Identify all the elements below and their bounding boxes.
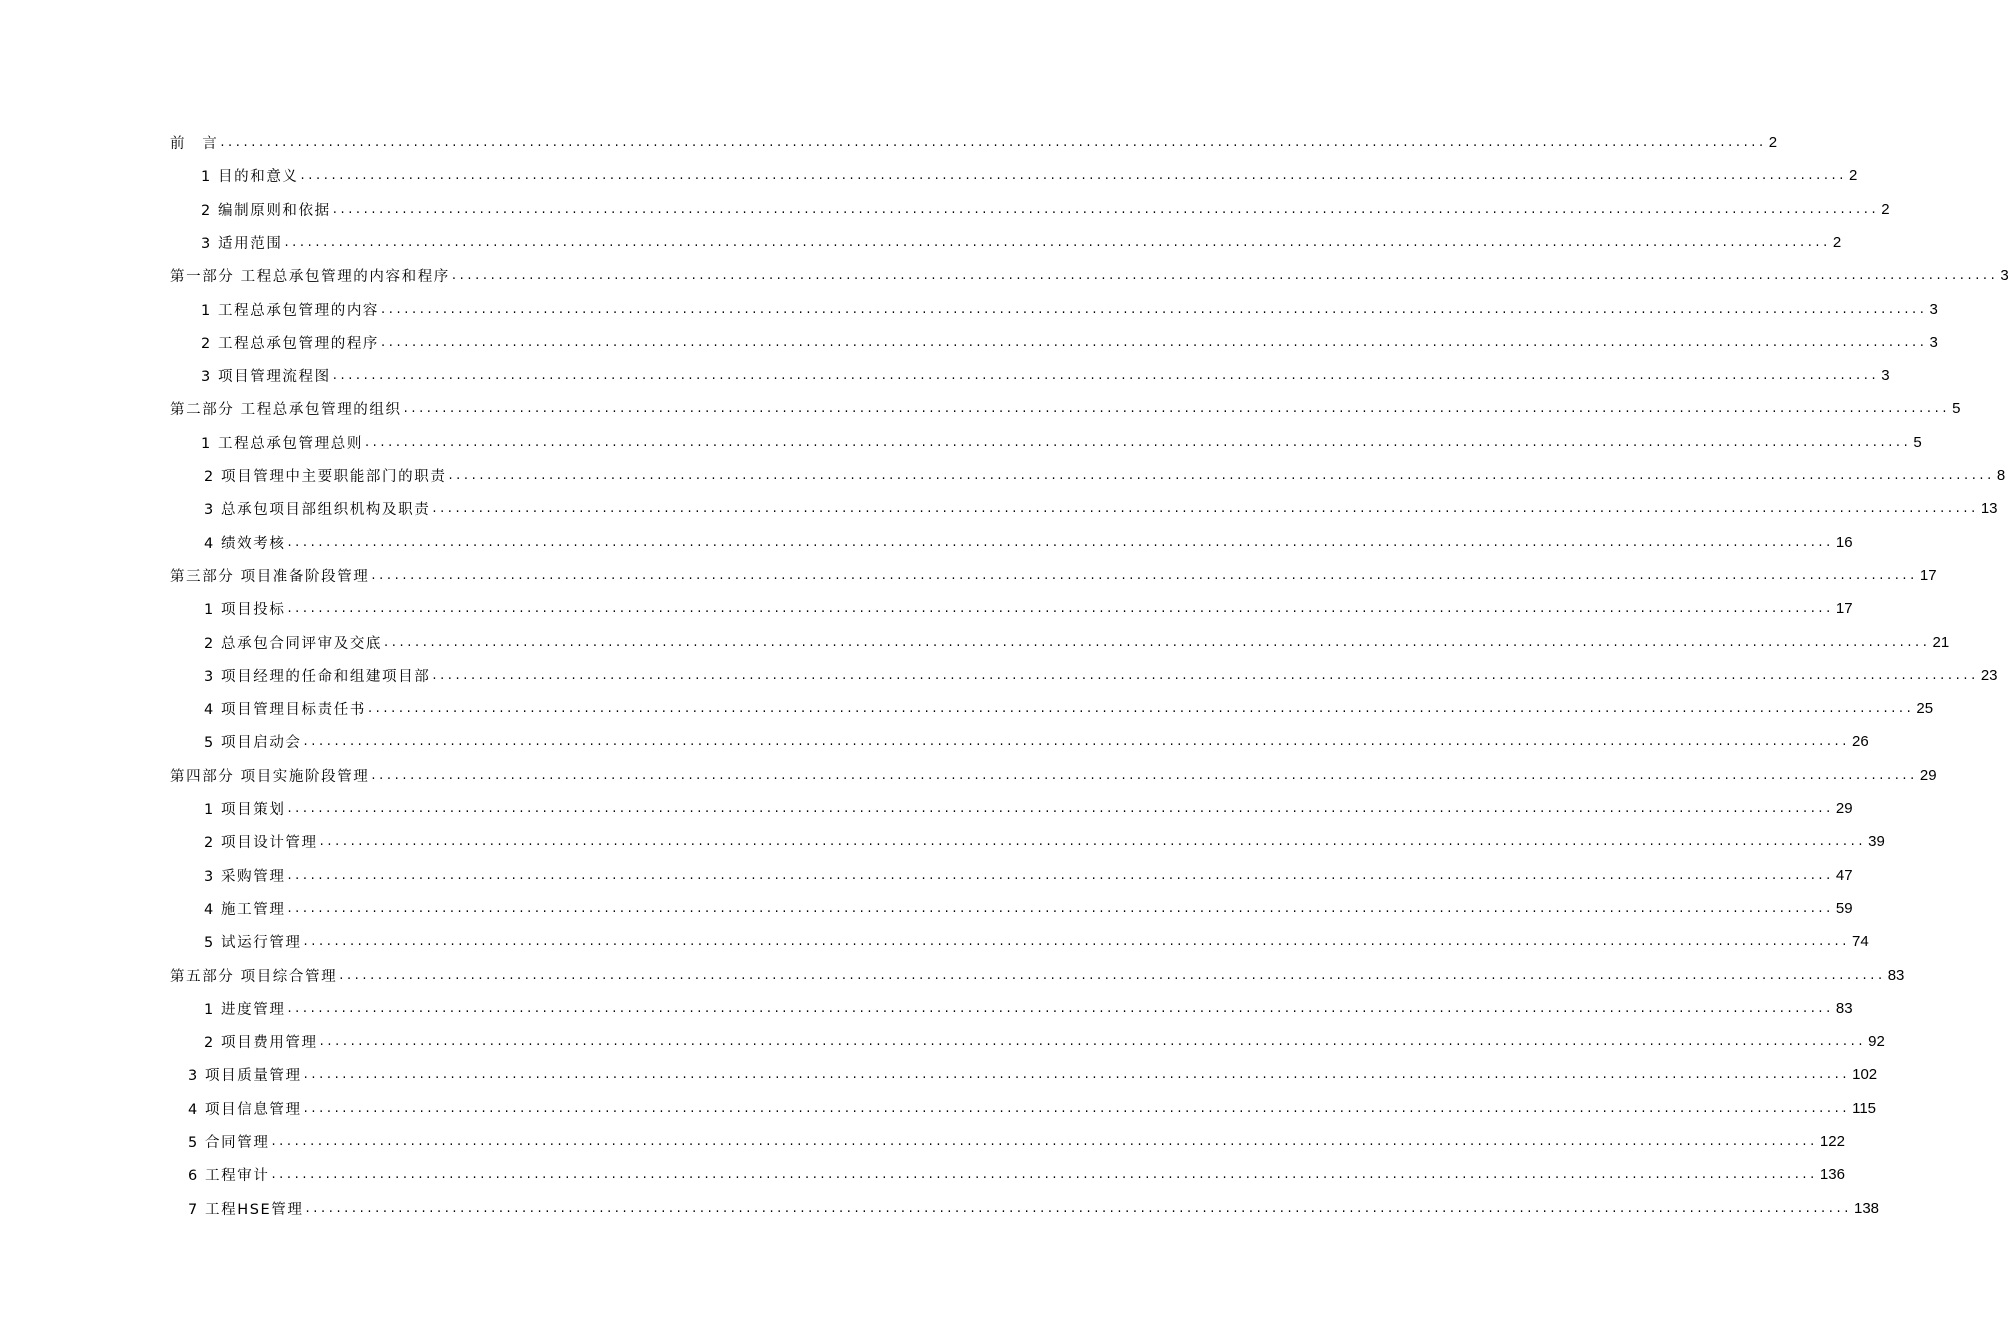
toc-leader-dots: ........................................................................................................................................................................................................ <box>303 1067 1851 1083</box>
toc-entry-title: 6 工程审计 <box>188 1168 270 1185</box>
toc-entry-page-number: 47 <box>1835 866 1853 884</box>
toc-entry[interactable] <box>201 293 1938 326</box>
toc-entry-title: 3 适用范围 <box>201 235 283 252</box>
toc-entry-page-number: 39 <box>1868 833 1885 851</box>
toc-entry-page-number: 17 <box>1919 566 1937 584</box>
toc-entry-page-number: 23 <box>1980 666 1998 684</box>
toc-entry-page-number: 92 <box>1868 1033 1885 1051</box>
toc-entry-title: 7 工程HSE管理 <box>188 1201 304 1218</box>
toc-leader-dots: ........................................................................................................................................................................................................ <box>271 1167 1818 1183</box>
toc-entry-title: 2 工程总承包管理的程序 <box>201 335 380 352</box>
toc-entry-page-number: 8 <box>1996 467 2006 484</box>
toc-entry-title: 第四部分 项目实施阶段管理 <box>170 768 370 785</box>
toc-entry-page-number: 29 <box>1919 766 1937 784</box>
toc-entry[interactable] <box>170 126 1778 159</box>
toc-entry-page-number: 2 <box>1881 200 1890 218</box>
toc-leader-dots: ........................................................................................................................................................................................................ <box>332 201 1880 217</box>
toc-leader-dots: ........................................................................................................................................................................................................ <box>271 1134 1818 1149</box>
toc-entry-page-number: 3 <box>1929 300 1938 318</box>
toc-entry-page-number: 3 <box>2000 267 2009 285</box>
toc-entry-title: 1 目的和意义 <box>201 169 299 186</box>
toc-entry-page-number: 21 <box>1932 633 1950 651</box>
toc-leader-dots: ........................................................................................................................................................................................................ <box>319 1034 1867 1050</box>
toc-entry[interactable] <box>204 626 1950 659</box>
toc-entry-title: 4 项目管理目标责任书 <box>204 702 366 719</box>
toc-entry-page-number: 13 <box>1980 500 1998 518</box>
toc-entry[interactable] <box>204 492 1998 525</box>
toc-entry-page-number: 59 <box>1835 899 1853 917</box>
toc-entry[interactable] <box>201 359 1890 392</box>
toc-leader-dots: ........................................................................................................................................................................................................ <box>381 301 1928 317</box>
toc-entry[interactable] <box>201 326 1938 359</box>
toc-entry-page-number: 122 <box>1819 1133 1845 1150</box>
toc-entry-title: 前 言 <box>170 136 219 152</box>
toc-entry-title: 3 总承包项目部组织机构及职责 <box>204 502 431 519</box>
toc-entry[interactable] <box>201 426 1922 459</box>
toc-entry-title: 第五部分 项目综合管理 <box>170 968 338 985</box>
toc-leader-dots: ........................................................................................................................................................................................................ <box>384 634 1931 650</box>
toc-leader-dots: ........................................................................................................................................................................................................ <box>303 734 1851 750</box>
toc-entry[interactable] <box>204 792 1853 825</box>
toc-entry[interactable] <box>188 1158 1845 1191</box>
toc-entry[interactable] <box>204 725 1869 758</box>
toc-entry-page-number: 115 <box>1852 1099 1877 1117</box>
toc-entry[interactable] <box>204 825 1885 858</box>
toc-leader-dots: ........................................................................................................................................................................................................ <box>303 1100 1851 1116</box>
toc-entry[interactable] <box>204 859 1853 892</box>
toc-leader-dots: ........................................................................................................................................................................................................ <box>300 168 1848 184</box>
toc-entry-title: 1 工程总承包管理总则 <box>201 435 363 452</box>
toc-entry[interactable] <box>204 526 1853 559</box>
toc-entry-title: 第三部分 项目准备阶段管理 <box>170 568 370 585</box>
toc-entry[interactable] <box>204 592 1853 625</box>
toc-leader-dots: ........................................................................................................................................................................................................ <box>451 268 1999 284</box>
toc-entry-page-number: 2 <box>1849 167 1858 185</box>
toc-entry-page-number: 138 <box>1853 1199 1880 1217</box>
toc-entry-title: 1 项目投标 <box>204 602 286 619</box>
toc-entry[interactable] <box>170 959 1905 992</box>
toc-entry[interactable] <box>201 226 1842 259</box>
toc-entry[interactable] <box>170 559 1937 592</box>
toc-entry-page-number: 136 <box>1819 1166 1845 1184</box>
toc-entry-page-number: 5 <box>1952 400 1961 418</box>
toc-entry-page-number: 25 <box>1916 700 1934 718</box>
toc-entry-page-number: 29 <box>1835 800 1853 817</box>
toc-leader-dots: ........................................................................................................................................................................................................ <box>220 135 1767 150</box>
toc-leader-dots: ........................................................................................................................................................................................................ <box>448 468 1995 483</box>
toc-entry-page-number: 5 <box>1913 433 1922 451</box>
toc-leader-dots: ........................................................................................................................................................................................................ <box>332 368 1880 384</box>
toc-entry-title: 第一部分 工程总承包管理的内容和程序 <box>170 269 450 286</box>
toc-entry-title: 2 编制原则和依据 <box>201 202 331 219</box>
toc-entry-title: 2 项目管理中主要职能部门的职责 <box>204 469 447 485</box>
toc-entry-title: 5 试运行管理 <box>204 935 302 952</box>
toc-entry-page-number: 26 <box>1852 733 1869 751</box>
toc-entry-page-number: 2 <box>1832 233 1842 251</box>
toc-entry-page-number: 3 <box>1929 333 1938 351</box>
toc-entry-title: 4 项目信息管理 <box>188 1101 302 1118</box>
toc-entry[interactable] <box>204 692 1934 725</box>
toc-entry[interactable] <box>188 1092 1877 1125</box>
toc-entry-title: 3 项目经理的任命和组建项目部 <box>204 668 431 685</box>
toc-entry[interactable] <box>204 925 1869 958</box>
toc-leader-dots: ........................................................................................................................................................................................................ <box>287 534 1834 550</box>
toc-leader-dots: ........................................................................................................................................................................................................ <box>287 601 1834 617</box>
toc-entry[interactable] <box>188 1125 1845 1158</box>
toc-entry-title: 2 项目设计管理 <box>204 835 318 852</box>
toc-leader-dots: ........................................................................................................................................................................................................ <box>287 900 1834 916</box>
toc-entry-title: 5 合同管理 <box>188 1135 270 1151</box>
toc-leader-dots: ........................................................................................................................................................................................................ <box>287 801 1834 816</box>
toc-leader-dots: ........................................................................................................................................................................................................ <box>303 934 1851 950</box>
toc-entry[interactable] <box>204 459 2006 492</box>
toc-entry[interactable] <box>204 892 1853 925</box>
toc-leader-dots: ........................................................................................................................................................................................................ <box>371 767 1918 783</box>
toc-entry-title: 3 项目管理流程图 <box>201 369 331 386</box>
toc-entry-title: 1 进度管理 <box>204 1001 286 1018</box>
toc-entry-page-number: 83 <box>1887 966 1905 984</box>
toc-leader-dots: ........................................................................................................................................................................................................ <box>432 501 1979 517</box>
toc-leader-dots: ........................................................................................................................................................................................................ <box>381 334 1928 350</box>
toc-entry-page-number: 2 <box>1768 134 1778 151</box>
toc-entry-title: 1 工程总承包管理的内容 <box>201 302 380 319</box>
toc-entry-title: 第二部分 工程总承包管理的组织 <box>170 402 402 419</box>
toc-entry-title: 4 绩效考核 <box>204 535 286 552</box>
toc-leader-dots: ........................................................................................................................................................................................................ <box>319 834 1867 850</box>
toc-leader-dots: ........................................................................................................................................................................................................ <box>287 867 1834 883</box>
toc-leader-dots: ........................................................................................................................................................................................................ <box>364 434 1912 450</box>
toc-entry-title: 1 项目策划 <box>204 802 286 818</box>
toc-entry[interactable] <box>188 1058 1878 1091</box>
toc-leader-dots: ........................................................................................................................................................................................................ <box>287 1000 1834 1016</box>
toc-entry[interactable] <box>170 259 2009 292</box>
toc-entry-page-number: 102 <box>1852 1066 1878 1084</box>
toc-entry-page-number: 3 <box>1881 367 1890 385</box>
toc-entry-title: 2 项目费用管理 <box>204 1035 318 1052</box>
toc-leader-dots: ........................................................................................................................................................................................................ <box>339 967 1886 983</box>
toc-entry[interactable] <box>170 759 1937 792</box>
toc-entry-title: 4 施工管理 <box>204 901 286 918</box>
toc-entry[interactable] <box>204 1025 1885 1058</box>
toc-leader-dots: ........................................................................................................................................................................................................ <box>371 567 1918 583</box>
toc-entry[interactable] <box>170 392 1961 425</box>
toc-entry[interactable] <box>188 1192 1880 1225</box>
toc-entry-page-number: 17 <box>1835 600 1853 618</box>
toc-entry-page-number: 83 <box>1835 999 1853 1017</box>
toc-leader-dots: ........................................................................................................................................................................................................ <box>403 401 1951 417</box>
toc-leader-dots: ........................................................................................................................................................................................................ <box>432 667 1979 683</box>
toc-entry-page-number: 74 <box>1852 933 1869 951</box>
toc-entry-title: 5 项目启动会 <box>204 735 302 752</box>
toc-entry[interactable] <box>204 992 1853 1025</box>
toc-entry-title: 2 总承包合同评审及交底 <box>204 635 383 652</box>
toc-leader-dots: ........................................................................................................................................................................................................ <box>367 701 1915 717</box>
toc-entry-page-number: 16 <box>1835 533 1853 551</box>
toc-entry[interactable] <box>201 159 1858 192</box>
toc-leader-dots: ........................................................................................................................................................................................................ <box>284 234 1831 250</box>
toc-entry-title: 3 项目质量管理 <box>188 1068 302 1085</box>
toc-leader-dots: ........................................................................................................................................................................................................ <box>305 1200 1852 1216</box>
toc-entry[interactable] <box>204 659 1998 692</box>
toc-entry-title: 3 采购管理 <box>204 868 286 885</box>
toc-entry[interactable] <box>201 193 1890 226</box>
